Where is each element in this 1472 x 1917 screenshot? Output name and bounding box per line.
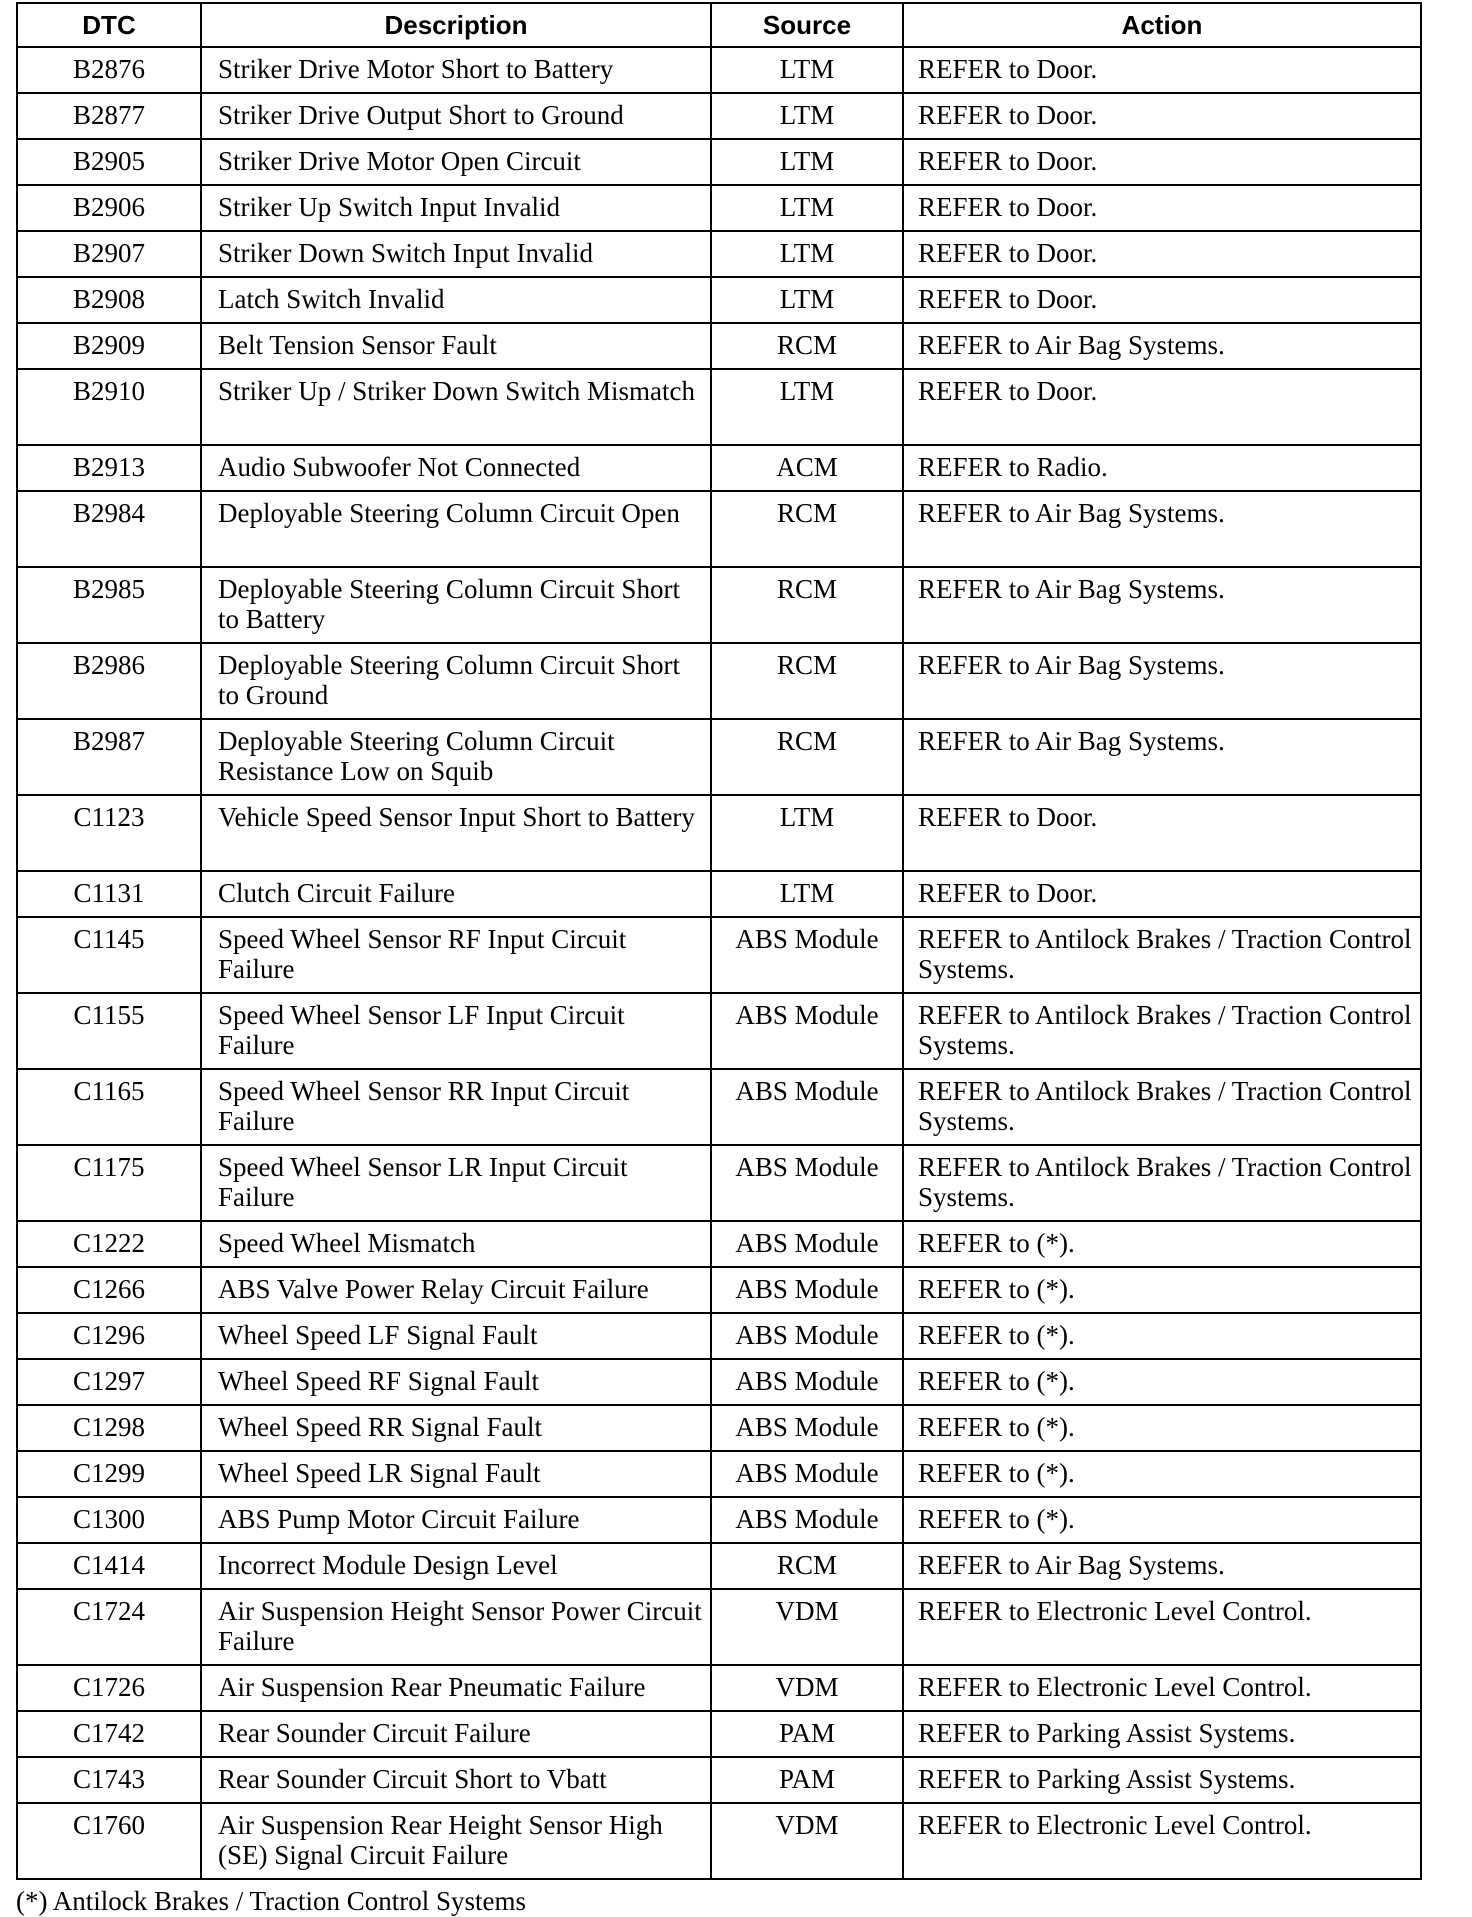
dtc-code-cell: C1724 [17, 1589, 201, 1665]
dtc-code-cell: B2984 [17, 491, 201, 567]
table-row [17, 445, 1421, 491]
table-row [17, 491, 1421, 567]
description-cell: Wheel Speed LR Signal Fault [201, 1451, 711, 1497]
dtc-code-cell: B2909 [17, 323, 201, 369]
table-row [17, 1267, 1421, 1313]
description-cell: Deployable Steering Column Circuit Resistance Low on Squib [201, 719, 711, 795]
dtc-code-cell: B2908 [17, 277, 201, 323]
dtc-code-cell: B2986 [17, 643, 201, 719]
header-source: Source [711, 3, 903, 47]
source-cell: LTM [711, 231, 903, 277]
source-cell: PAM [711, 1711, 903, 1757]
dtc-code-cell: C1726 [17, 1665, 201, 1711]
source-cell: LTM [711, 185, 903, 231]
description-cell: ABS Valve Power Relay Circuit Failure [201, 1267, 711, 1313]
dtc-code-cell: C1299 [17, 1451, 201, 1497]
source-cell: ABS Module [711, 1451, 903, 1497]
table-row [17, 185, 1421, 231]
dtc-code-cell: B2985 [17, 567, 201, 643]
description-cell: Air Suspension Rear Pneumatic Failure [201, 1665, 711, 1711]
description-cell: Air Suspension Height Sensor Power Circuit Failure [201, 1589, 711, 1665]
source-cell: VDM [711, 1665, 903, 1711]
dtc-code-cell: C1165 [17, 1069, 201, 1145]
description-cell: Deployable Steering Column Circuit Open [201, 491, 711, 567]
action-cell: REFER to Air Bag Systems. [903, 323, 1421, 369]
header-description: Description [201, 3, 711, 47]
description-cell: Belt Tension Sensor Fault [201, 323, 711, 369]
description-cell: Striker Drive Motor Open Circuit [201, 139, 711, 185]
dtc-code-cell: C1123 [17, 795, 201, 871]
table-row [17, 1145, 1421, 1221]
description-cell: Wheel Speed RF Signal Fault [201, 1359, 711, 1405]
action-cell: REFER to Electronic Level Control. [903, 1589, 1421, 1665]
table-row [17, 1221, 1421, 1267]
table-row [17, 1405, 1421, 1451]
table-row [17, 1757, 1421, 1803]
action-cell: REFER to Door. [903, 795, 1421, 871]
description-cell: Audio Subwoofer Not Connected [201, 445, 711, 491]
action-cell: REFER to Parking Assist Systems. [903, 1711, 1421, 1757]
dtc-code-cell: B2913 [17, 445, 201, 491]
action-cell: REFER to Door. [903, 277, 1421, 323]
source-cell: ABS Module [711, 1405, 903, 1451]
header-row [17, 3, 1421, 47]
action-cell: REFER to Air Bag Systems. [903, 567, 1421, 643]
description-cell: Incorrect Module Design Level [201, 1543, 711, 1589]
source-cell: RCM [711, 567, 903, 643]
source-cell: LTM [711, 369, 903, 445]
dtc-code-cell: C1414 [17, 1543, 201, 1589]
action-cell: REFER to Electronic Level Control. [903, 1665, 1421, 1711]
dtc-code-cell: C1145 [17, 917, 201, 993]
description-cell: Striker Drive Output Short to Ground [201, 93, 711, 139]
description-cell: Vehicle Speed Sensor Input Short to Battery [201, 795, 711, 871]
table-row [17, 871, 1421, 917]
table-row [17, 1069, 1421, 1145]
table-row [17, 1451, 1421, 1497]
action-cell: REFER to (*). [903, 1497, 1421, 1543]
source-cell: LTM [711, 139, 903, 185]
source-cell: ABS Module [711, 1359, 903, 1405]
document-page [16, 2, 1420, 1917]
action-cell: REFER to (*). [903, 1451, 1421, 1497]
table-row [17, 139, 1421, 185]
action-cell: REFER to Antilock Brakes / Traction Control Systems. [903, 917, 1421, 993]
dtc-code-cell: C1297 [17, 1359, 201, 1405]
description-cell: Wheel Speed LF Signal Fault [201, 1313, 711, 1359]
description-cell: Striker Up Switch Input Invalid [201, 185, 711, 231]
description-cell: Air Suspension Rear Height Sensor High (SE) Signal Circuit Failure [201, 1803, 711, 1879]
action-cell: REFER to (*). [903, 1267, 1421, 1313]
description-cell: Speed Wheel Sensor RF Input Circuit Failure [201, 917, 711, 993]
dtc-code-cell: B2907 [17, 231, 201, 277]
dtc-table [16, 2, 1422, 1880]
action-cell: REFER to Air Bag Systems. [903, 719, 1421, 795]
source-cell: ABS Module [711, 1145, 903, 1221]
dtc-code-cell: B2910 [17, 369, 201, 445]
dtc-code-cell: C1298 [17, 1405, 201, 1451]
action-cell: REFER to Antilock Brakes / Traction Control Systems. [903, 1069, 1421, 1145]
dtc-code-cell: C1760 [17, 1803, 201, 1879]
table-row [17, 47, 1421, 93]
action-cell: REFER to Air Bag Systems. [903, 1543, 1421, 1589]
dtc-code-cell: C1131 [17, 871, 201, 917]
source-cell: RCM [711, 491, 903, 567]
source-cell: ABS Module [711, 1221, 903, 1267]
source-cell: RCM [711, 719, 903, 795]
source-cell: ABS Module [711, 1069, 903, 1145]
table-row [17, 323, 1421, 369]
table-row [17, 93, 1421, 139]
footnote: (*) Antilock Brakes / Traction Control Systems [16, 1886, 526, 1916]
source-cell: ABS Module [711, 993, 903, 1069]
table-row [17, 993, 1421, 1069]
dtc-code-cell: C1266 [17, 1267, 201, 1313]
description-cell: Wheel Speed RR Signal Fault [201, 1405, 711, 1451]
dtc-code-cell: B2876 [17, 47, 201, 93]
source-cell: ABS Module [711, 917, 903, 993]
action-cell: REFER to Antilock Brakes / Traction Control Systems. [903, 1145, 1421, 1221]
source-cell: LTM [711, 47, 903, 93]
table-row [17, 1589, 1421, 1665]
description-cell: Striker Down Switch Input Invalid [201, 231, 711, 277]
description-cell: Speed Wheel Sensor LR Input Circuit Failure [201, 1145, 711, 1221]
action-cell: REFER to Door. [903, 185, 1421, 231]
description-cell: Clutch Circuit Failure [201, 871, 711, 917]
dtc-code-cell: B2905 [17, 139, 201, 185]
source-cell: ABS Module [711, 1313, 903, 1359]
table-body [17, 47, 1421, 1879]
dtc-code-cell: C1743 [17, 1757, 201, 1803]
source-cell: VDM [711, 1803, 903, 1879]
action-cell: REFER to Door. [903, 47, 1421, 93]
source-cell: LTM [711, 871, 903, 917]
action-cell: REFER to (*). [903, 1405, 1421, 1451]
description-cell: Latch Switch Invalid [201, 277, 711, 323]
table-row [17, 1665, 1421, 1711]
description-cell: Speed Wheel Sensor RR Input Circuit Failure [201, 1069, 711, 1145]
dtc-code-cell: C1300 [17, 1497, 201, 1543]
description-cell: Deployable Steering Column Circuit Short to Ground [201, 643, 711, 719]
description-cell: Speed Wheel Mismatch [201, 1221, 711, 1267]
action-cell: REFER to Radio. [903, 445, 1421, 491]
table-row [17, 1803, 1421, 1879]
dtc-code-cell: C1742 [17, 1711, 201, 1757]
table-row [17, 369, 1421, 445]
table-row [17, 719, 1421, 795]
source-cell: RCM [711, 1543, 903, 1589]
action-cell: REFER to (*). [903, 1221, 1421, 1267]
action-cell: REFER to Parking Assist Systems. [903, 1757, 1421, 1803]
description-cell: Speed Wheel Sensor LF Input Circuit Failure [201, 993, 711, 1069]
table-row [17, 643, 1421, 719]
table-row [17, 1313, 1421, 1359]
dtc-code-cell: C1175 [17, 1145, 201, 1221]
dtc-code-cell: B2906 [17, 185, 201, 231]
description-cell: Striker Up / Striker Down Switch Mismatch [201, 369, 711, 445]
table-row [17, 1359, 1421, 1405]
action-cell: REFER to Air Bag Systems. [903, 491, 1421, 567]
source-cell: LTM [711, 795, 903, 871]
action-cell: REFER to Door. [903, 93, 1421, 139]
dtc-code-cell: B2877 [17, 93, 201, 139]
source-cell: ABS Module [711, 1497, 903, 1543]
description-cell: ABS Pump Motor Circuit Failure [201, 1497, 711, 1543]
action-cell: REFER to Door. [903, 231, 1421, 277]
action-cell: REFER to Air Bag Systems. [903, 643, 1421, 719]
source-cell: ACM [711, 445, 903, 491]
dtc-code-cell: C1222 [17, 1221, 201, 1267]
dtc-code-cell: B2987 [17, 719, 201, 795]
header-action: Action [903, 3, 1421, 47]
table-row [17, 917, 1421, 993]
description-cell: Rear Sounder Circuit Short to Vbatt [201, 1757, 711, 1803]
table-row [17, 1711, 1421, 1757]
description-cell: Rear Sounder Circuit Failure [201, 1711, 711, 1757]
source-cell: RCM [711, 643, 903, 719]
action-cell: REFER to (*). [903, 1313, 1421, 1359]
source-cell: VDM [711, 1589, 903, 1665]
table-row [17, 277, 1421, 323]
table-row [17, 795, 1421, 871]
source-cell: LTM [711, 277, 903, 323]
header-dtc: DTC [17, 3, 201, 47]
dtc-code-cell: C1296 [17, 1313, 201, 1359]
source-cell: PAM [711, 1757, 903, 1803]
source-cell: LTM [711, 93, 903, 139]
table-row [17, 1543, 1421, 1589]
action-cell: REFER to Electronic Level Control. [903, 1803, 1421, 1879]
action-cell: REFER to Door. [903, 871, 1421, 917]
table-header [17, 3, 1421, 47]
source-cell: ABS Module [711, 1267, 903, 1313]
action-cell: REFER to Door. [903, 369, 1421, 445]
action-cell: REFER to Antilock Brakes / Traction Control Systems. [903, 993, 1421, 1069]
table-row [17, 567, 1421, 643]
source-cell: RCM [711, 323, 903, 369]
action-cell: REFER to (*). [903, 1359, 1421, 1405]
action-cell: REFER to Door. [903, 139, 1421, 185]
table-row [17, 1497, 1421, 1543]
table-row [17, 231, 1421, 277]
dtc-code-cell: C1155 [17, 993, 201, 1069]
description-cell: Striker Drive Motor Short to Battery [201, 47, 711, 93]
description-cell: Deployable Steering Column Circuit Short to Battery [201, 567, 711, 643]
